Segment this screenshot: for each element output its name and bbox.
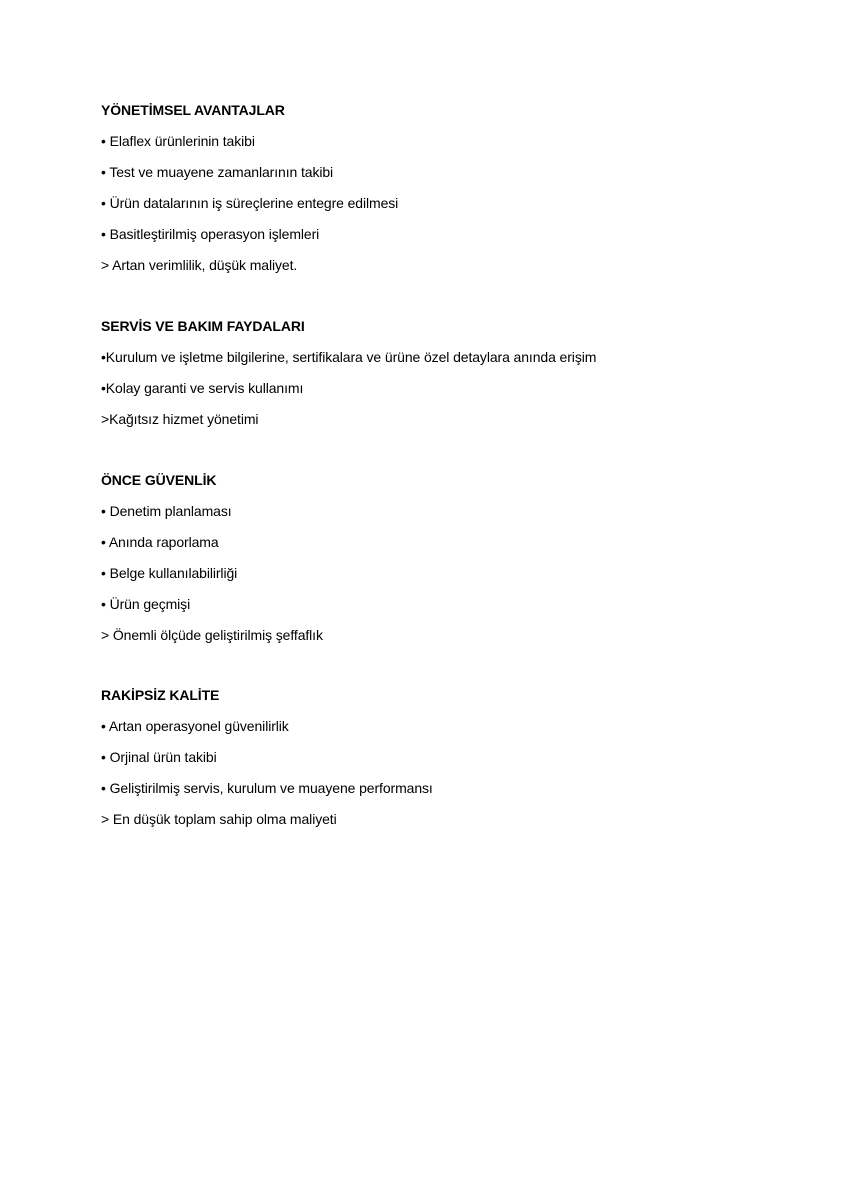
summary-line: > En düşük toplam sahip olma maliyeti xyxy=(101,811,337,827)
list-item: • Anında raporlama xyxy=(101,534,219,550)
section-heading: ÖNCE GÜVENLİK xyxy=(101,472,217,488)
list-item: • Basitleştirilmiş operasyon işlemleri xyxy=(101,226,320,242)
list-item: • Belge kullanılabilirliği xyxy=(101,565,238,581)
list-item: • Test ve muayene zamanlarının takibi xyxy=(101,164,334,180)
list-item: • Ürün datalarının iş süreçlerine entegre edilmesi xyxy=(101,195,399,211)
list-item: • Ürün geçmişi xyxy=(101,596,191,612)
list-item: • Denetim planlaması xyxy=(101,503,232,519)
section-heading: RAKİPSİZ KALİTE xyxy=(101,687,220,703)
section-management-advantages xyxy=(101,102,801,273)
section-heading: SERVİS VE BAKIM FAYDALARI xyxy=(101,318,305,334)
list-item: •Kurulum ve işletme bilgilerine, sertifikalara ve ürüne özel detaylara anında erişim xyxy=(101,349,597,365)
list-item: • Artan operasyonel güvenilirlik xyxy=(101,718,289,734)
section-heading: YÖNETİMSEL AVANTAJLAR xyxy=(101,102,285,118)
section-safety-first xyxy=(101,472,801,643)
summary-line: > Artan verimlilik, düşük maliyet. xyxy=(101,257,298,273)
list-item: • Orjinal ürün takibi xyxy=(101,749,217,765)
list-item: •Kolay garanti ve servis kullanımı xyxy=(101,380,304,396)
summary-line: > Önemli ölçüde geliştirilmiş şeffaflık xyxy=(101,627,323,643)
section-unrivaled-quality xyxy=(101,687,801,827)
section-service-maintenance-benefits xyxy=(101,318,801,427)
summary-line: >Kağıtsız hizmet yönetimi xyxy=(101,411,259,427)
list-item: • Elaflex ürünlerinin takibi xyxy=(101,133,255,149)
list-item: • Geliştirilmiş servis, kurulum ve muayene performansı xyxy=(101,780,433,796)
